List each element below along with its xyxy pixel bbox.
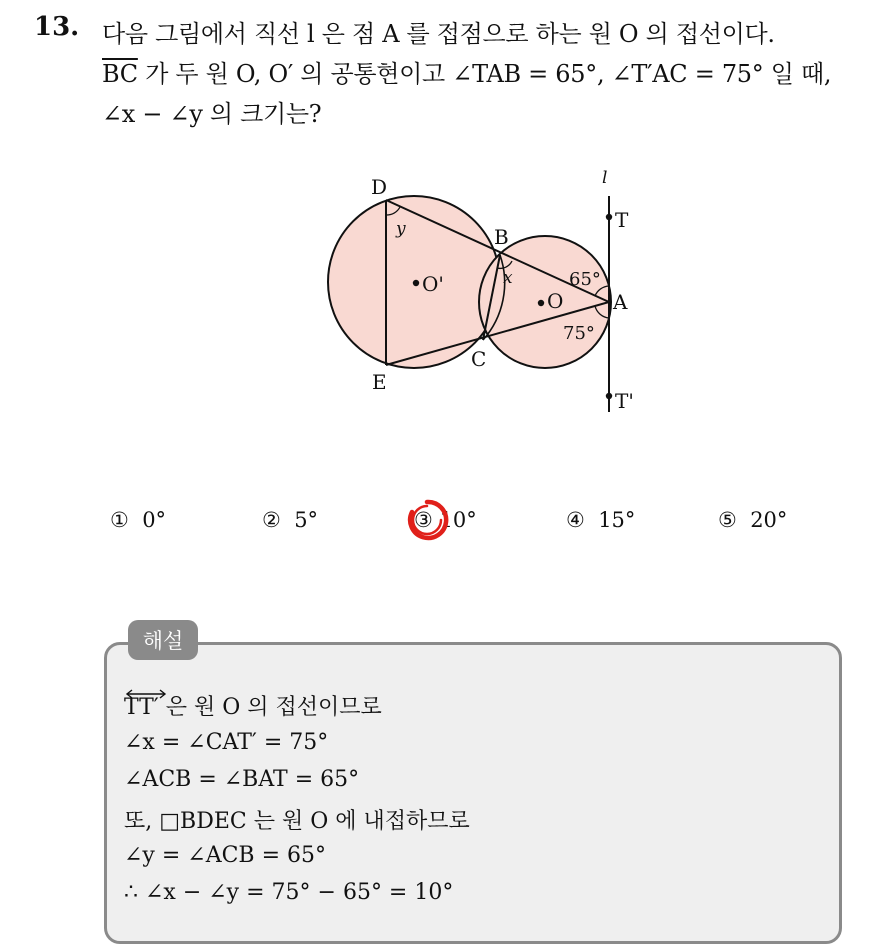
label-angle-y: y <box>396 219 406 239</box>
choice-5[interactable]: ⑤ 20° <box>718 508 788 532</box>
circle-o <box>479 236 611 368</box>
center-o <box>538 300 544 306</box>
tangent-symbol: TT′ <box>124 695 159 720</box>
label-b: B <box>494 225 509 249</box>
center-o-prime <box>413 280 419 286</box>
answer-mark-circle <box>404 497 450 543</box>
question-line-3: ∠x − ∠y 의 크기는? <box>102 100 322 128</box>
label-c: C <box>471 347 487 371</box>
choice-3[interactable]: ③ 10° <box>414 508 477 532</box>
label-d: D <box>371 175 388 199</box>
solution-line-6: ∴ ∠x − ∠y = 75° − 65° = 10° <box>124 880 454 905</box>
solution-line-5: ∠y = ∠ACB = 65° <box>124 843 327 868</box>
label-o-prime: O' <box>422 272 444 296</box>
label-angle-x: x <box>503 268 513 288</box>
choice-2[interactable]: ② 5° <box>262 508 319 532</box>
question-line-2-rest: 가 두 원 O, O′ 의 공통현이고 ∠TAB = 65°, ∠T′AC = 75° 일 때, <box>137 60 832 88</box>
label-e: E <box>372 370 387 394</box>
segment-bc: $\overline{BC}$ <box>102 60 138 88</box>
double-arrow-icon <box>124 689 168 699</box>
solution-line-1: TT′ 은 원 O 의 접선이므로 <box>124 690 382 721</box>
solution-line-2: ∠x = ∠CAT′ = 75° <box>124 730 329 755</box>
label-angle-75: 75° <box>563 323 595 344</box>
solution-line-4: 또, □BDEC 는 원 O 에 내접하므로 <box>124 809 470 834</box>
solution-line-3: ∠ACB = ∠BAT = 65° <box>124 767 360 792</box>
label-angle-65: 65° <box>569 269 601 290</box>
label-t-prime: T' <box>615 389 634 413</box>
solution-tag: 해설 <box>128 620 198 660</box>
point-t <box>606 214 612 220</box>
label-o: O <box>547 289 564 313</box>
choice-4[interactable]: ④ 15° <box>566 508 636 532</box>
line-l-label: l <box>602 168 608 188</box>
label-a: A <box>613 290 628 314</box>
question-number: 13. <box>34 12 80 42</box>
label-t: T <box>615 208 629 232</box>
point-t-prime <box>606 393 612 399</box>
choice-1[interactable]: ① 0° <box>110 508 167 532</box>
question-line-1: 다음 그림에서 직선 l 은 점 A 를 접점으로 하는 원 O 의 접선이다. <box>102 20 775 48</box>
